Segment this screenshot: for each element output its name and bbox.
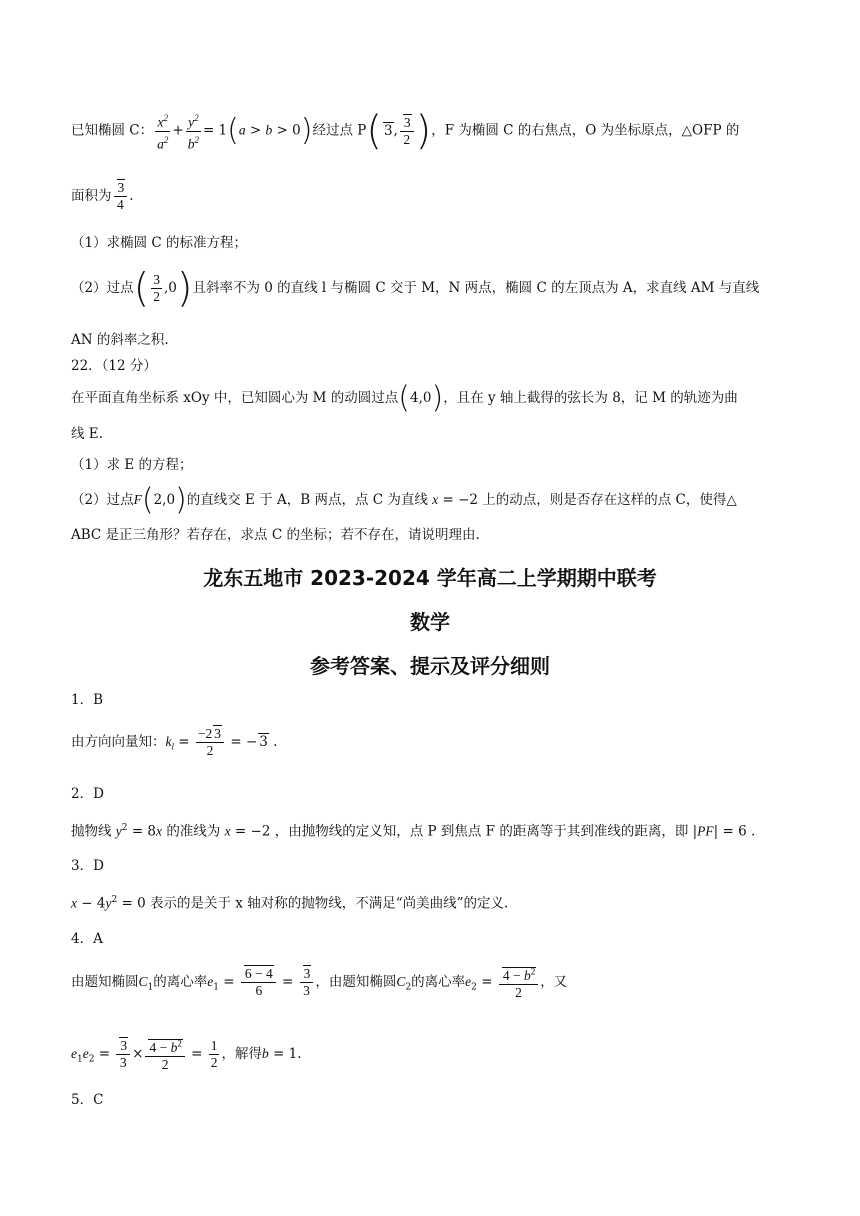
answer-2-text-a: 抛物线 (71, 823, 112, 840)
q22-part1: （1）求 E 的方程； (71, 457, 193, 473)
answer-2-text-c: ，由抛物线的定义知，点 P 到焦点 F 的距离等于其到准线的距离，即 (274, 823, 689, 840)
q22-header: 22．（12 分） (71, 358, 157, 374)
answer-3-explanation: $x - 4y^2 = 0$ 表示的是关于 x 轴对称的抛物线，不满足“尚美曲线”的定义. (71, 895, 509, 912)
q21-part2: （2）过点( $\frac{3}{2}$ ,0)且斜率不为 0 的直线 l 与椭圆 C 交于 M，N 两点，椭圆 C 的左顶点为 A，求直线 AM 与直线 (71, 265, 760, 312)
answer-key-title: 参考答案、提示及评分细则 (310, 654, 550, 678)
answer-3: 3．D (71, 858, 104, 874)
answer-5: 5．C (71, 1092, 104, 1108)
answer-2: 2．D (71, 786, 104, 802)
q21-intro-text-c: ，F 为椭圆 C 的右焦点，O 为坐标原点，△OFP 的 (431, 122, 740, 139)
q21-intro-text-b: 经过点 P (312, 122, 367, 139)
ellipse-y-term: $\frac{y^2}{b^2}$ (186, 110, 201, 152)
product-result: $\frac{1}{2}$ (210, 1038, 218, 1070)
q21-area: 面积为 $\frac{3}{4}$ . (71, 180, 134, 212)
slope-fraction: $\frac{-2 3}{2}$ (196, 726, 224, 759)
point-fraction: $\frac{3}{2}$ (153, 272, 160, 304)
q21-part1: （1）求椭圆 C 的标准方程； (71, 235, 248, 251)
q21-part2-text-a: （2）过点 (71, 280, 134, 296)
area-fraction: $\frac{3}{4}$ (114, 180, 128, 213)
answer-4-explanation: 由题知椭圆$C_1$的离心率$e_1$ = $\frac{6 - 4}{6}$ = $\frac{3}{3}$ ，由题知椭圆$C_2$的离心率$e_2$ = $\frac{4 - b^2}{2}$ ，又 (71, 960, 800, 1004)
answer-4-text-d: 的离心率 (411, 974, 466, 990)
answer-3-text: 表示的是关于 x 轴对称的抛物线，不满足“尚美曲线”的定义. (150, 895, 509, 912)
answer-4-text-f: ，解得 (221, 1046, 262, 1062)
q22-part2-text-b: 的直线交 E 于 A，B 两点，点 C 为直线 (186, 492, 428, 508)
answer-2-explanation: 抛物线 $y^2 = 8x$ 的准线为 x = −2 ，由抛物线的定义知，点 P 到焦点 F 的距离等于其到准线的距离，即 |PF| = 6 . (71, 823, 756, 840)
e2-fraction: $\frac{4 - b^2}{2}$ (499, 964, 538, 1002)
q22-stem: 在平面直角坐标系 xOy 中，已知圆心为 M 的动圆过点(4,0)，且在 y 轴上截得的弦长为 8，记 M 的轨迹为曲 (71, 380, 738, 416)
answer-4: 4．A (71, 931, 103, 947)
product-a: $\frac{3}{3}$ (116, 1038, 130, 1071)
answer-4-cont: $e_1e_2$ = $\frac{3}{3}$ × $\frac{4 - b^2}{2}$ = $\frac{1}{2}$ ，解得b = 1. (71, 1032, 800, 1076)
exam-title: 龙东五地市 2023-2024 学年高二上学期期中联考 (203, 566, 657, 590)
answer-4-text-a: 由题知椭圆 (71, 974, 139, 990)
answer-4-text-b: 的离心率 (153, 974, 208, 990)
product-b: $\frac{4 - b^2}{2}$ (145, 1036, 184, 1074)
q22-part2: （2）过点F(2,0)的直线交 E 于 A，B 两点，点 C 为直线 x = −2 上的动点，则是否存在这样的点 C，使得△ (71, 482, 737, 518)
subject-title: 数学 (410, 610, 450, 634)
answer-1: 1．B (71, 692, 104, 708)
q22-stem-cont: 线 E. (71, 426, 103, 442)
ellipse-x-term: $\frac{x^2}{a^2}$ (155, 110, 170, 152)
q21-intro: 已知椭圆 C： $\frac{x^2}{a^2}$ + $\frac{y^2}{b^2}$ = 1(a > b > 0)经过点 P( 3, $\frac{3}{2}$ )，F 为椭圆 C 的右焦点，O 为坐标原点，△OFP 的 (71, 108, 740, 154)
answer-4-text-c: ，由题知椭圆 (315, 974, 397, 990)
e1-value: $\frac{3}{3}$ (300, 966, 314, 999)
q22-stem-text-a: 在平面直角坐标系 xOy 中，已知圆心为 M 的动圆过点 (71, 390, 399, 406)
answer-1-text: 由方向向量知： (71, 734, 166, 750)
answer-2-text-b: 的准线为 (166, 823, 221, 840)
answer-1-explanation: 由方向向量知：$k_l$ = $\frac{-2 3}{2}$ = − 3 . (71, 726, 278, 758)
q21-intro-text-a: 已知椭圆 C： (71, 122, 154, 139)
q21-part2-text-b: 且斜率不为 0 的直线 l 与椭圆 C 交于 M，N 两点，椭圆 C 的左顶点为 A，求直线 AM 与直线 (192, 280, 760, 296)
point-p-y: $\frac{3}{2}$ (400, 115, 414, 148)
e1-fraction: $\frac{6 - 4}{6}$ (241, 966, 276, 999)
q22-part2-text-a: （2）过点 (71, 492, 134, 508)
q21-part2-cont: AN 的斜率之积. (71, 332, 169, 348)
q22-part2-cont: ABC 是正三角形？若存在，求点 C 的坐标；若不存在，请说明理由. (71, 527, 480, 543)
q21-area-text: 面积为 (71, 188, 112, 204)
answer-4-text-e: ，又 (540, 974, 568, 990)
q22-stem-text-b: ，且在 y 轴上截得的弦长为 8，记 M 的轨迹为曲 (443, 390, 738, 406)
q22-part2-text-c: 上的动点，则是否存在这样的点 C，使得△ (482, 492, 737, 508)
